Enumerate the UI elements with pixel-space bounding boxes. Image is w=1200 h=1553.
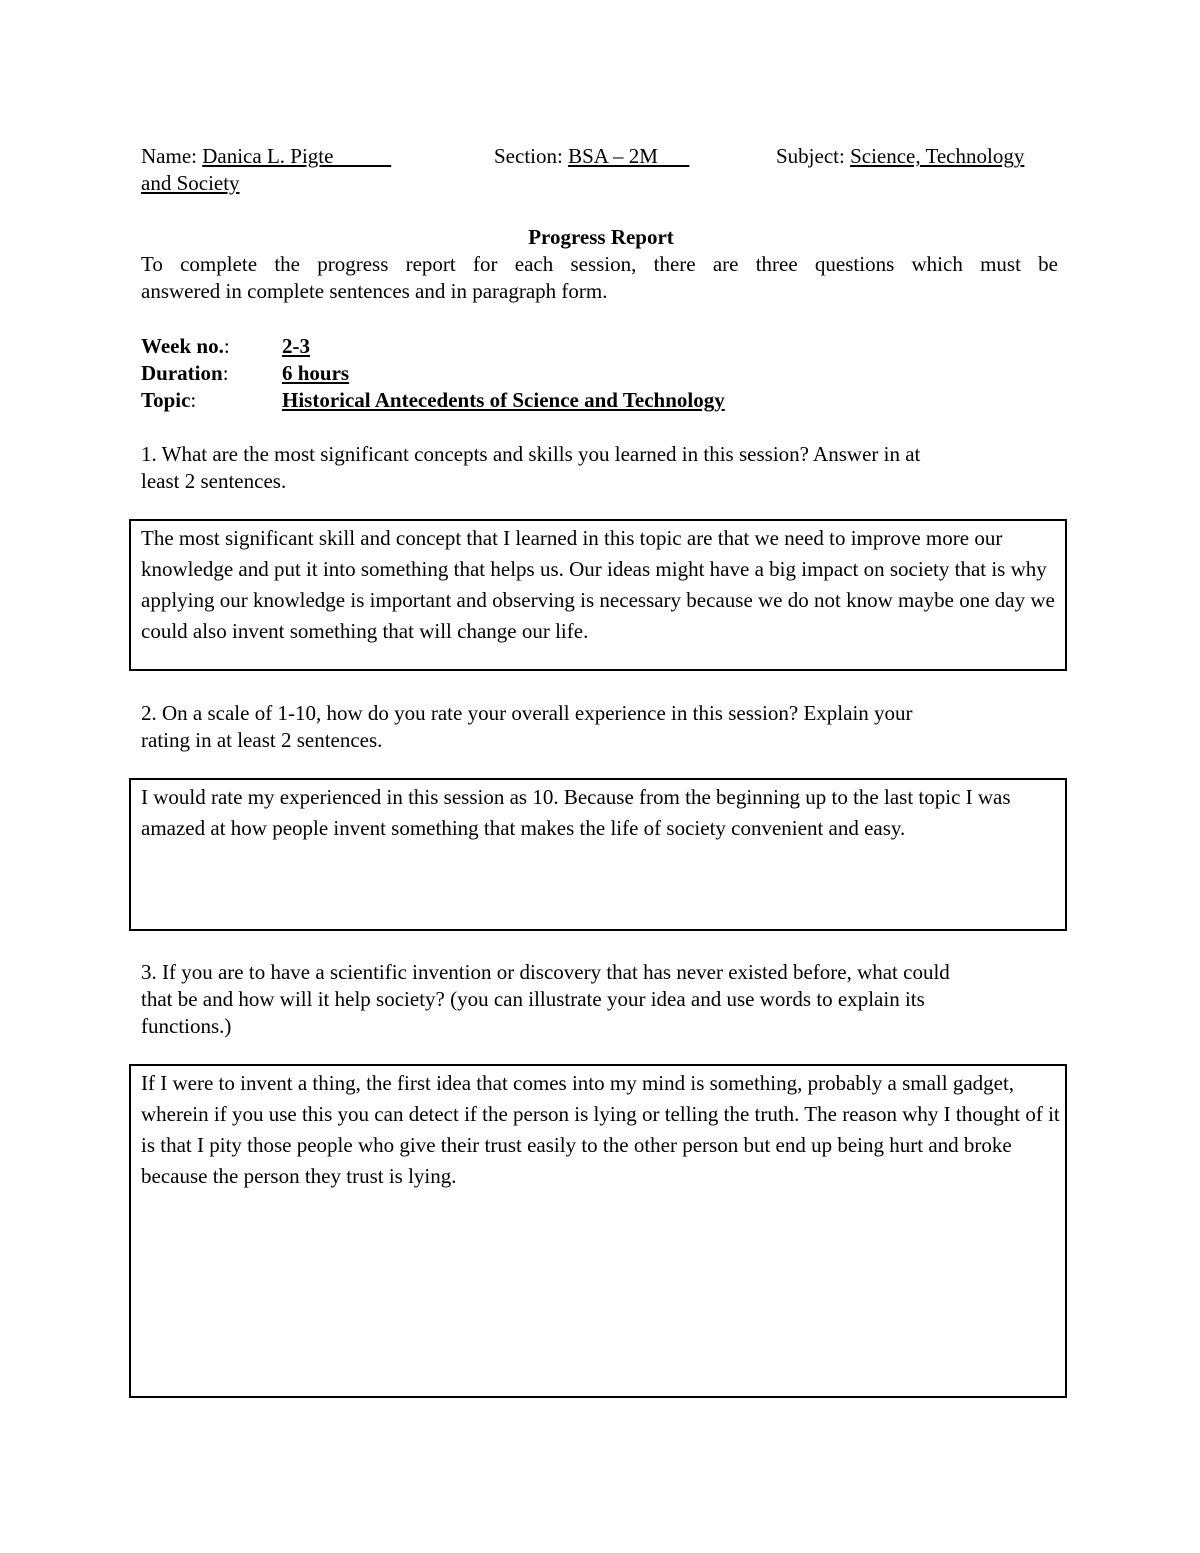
answer-2-box bbox=[129, 778, 1067, 931]
answer-3-text: If I were to invent a thing, the first idea that comes into my mind is something, probably a small gadget, wherein if you use this you can detect if the person is lying or telling the truth. The reason why I thought of it is that I pity those people who give their trust easily to the other person but end up being hurt and broke because the person they trust is lying. bbox=[141, 1071, 1060, 1188]
name-label: Name: bbox=[141, 144, 197, 168]
question-3-line1: 3. If you are to have a scientific invention or discovery that has never existed before, what could bbox=[141, 960, 950, 984]
question-3-line2: that be and how will it help society? (you can illustrate your idea and use words to explain its bbox=[141, 987, 925, 1011]
subject-label: Subject: bbox=[776, 144, 845, 168]
answer-1-text: The most significant skill and concept that I learned in this topic are that we need to improve more our knowledge and put it into something that helps us. Our ideas might have a big impact on society that is why applying our knowledge is important and observing is necessary because we do not know maybe one day we could also invent something that will change our life. bbox=[141, 526, 1055, 643]
subject-value-line1: Science, Technology bbox=[850, 144, 1025, 168]
duration-value: 6 hours bbox=[282, 361, 350, 385]
week-value: 2-3 bbox=[282, 334, 310, 358]
question-1-line1: 1. What are the most significant concepts and skills you learned in this session? Answer in at bbox=[141, 442, 921, 466]
section-field bbox=[494, 143, 689, 170]
question-2-line2: rating in at least 2 sentences. bbox=[141, 728, 383, 752]
topic-label: Topic bbox=[141, 388, 191, 412]
answer-3-box bbox=[129, 1064, 1067, 1398]
week-label: Week no. bbox=[141, 334, 224, 358]
question-2-line1: 2. On a scale of 1-10, how do you rate your overall experience in this session? Explain your bbox=[141, 701, 913, 725]
topic-value: Historical Antecedents of Science and Technology bbox=[282, 388, 725, 412]
week-row: Week no.: 2-3 bbox=[141, 334, 310, 358]
instructions-line1: To complete the progress report for each session, there are three questions which must be bbox=[141, 252, 1058, 276]
name-value: Danica L. Pigte bbox=[202, 144, 334, 168]
topic-row: Topic: Historical Antecedents of Science and Technology bbox=[141, 388, 725, 412]
answer-2-text: I would rate my experienced in this session as 10. Because from the beginning up to the last topic I was amazed at how people invent something that makes the life of society convenient and easy. bbox=[141, 785, 1011, 840]
instructions-line2: answered in complete sentences and in paragraph form. bbox=[141, 279, 608, 303]
duration-label: Duration bbox=[141, 361, 223, 385]
duration-row: Duration: 6 hours bbox=[141, 361, 350, 385]
question-1-line2: least 2 sentences. bbox=[141, 469, 287, 493]
subject-field bbox=[776, 143, 1024, 170]
section-value: BSA – 2M bbox=[568, 144, 658, 168]
page-title: Progress Report bbox=[528, 225, 674, 249]
answer-1-box bbox=[129, 519, 1067, 671]
question-3-line3: functions.) bbox=[141, 1014, 232, 1038]
section-label: Section: bbox=[494, 144, 563, 168]
subject-value-line2: and Society bbox=[141, 171, 240, 195]
name-field bbox=[141, 143, 391, 170]
